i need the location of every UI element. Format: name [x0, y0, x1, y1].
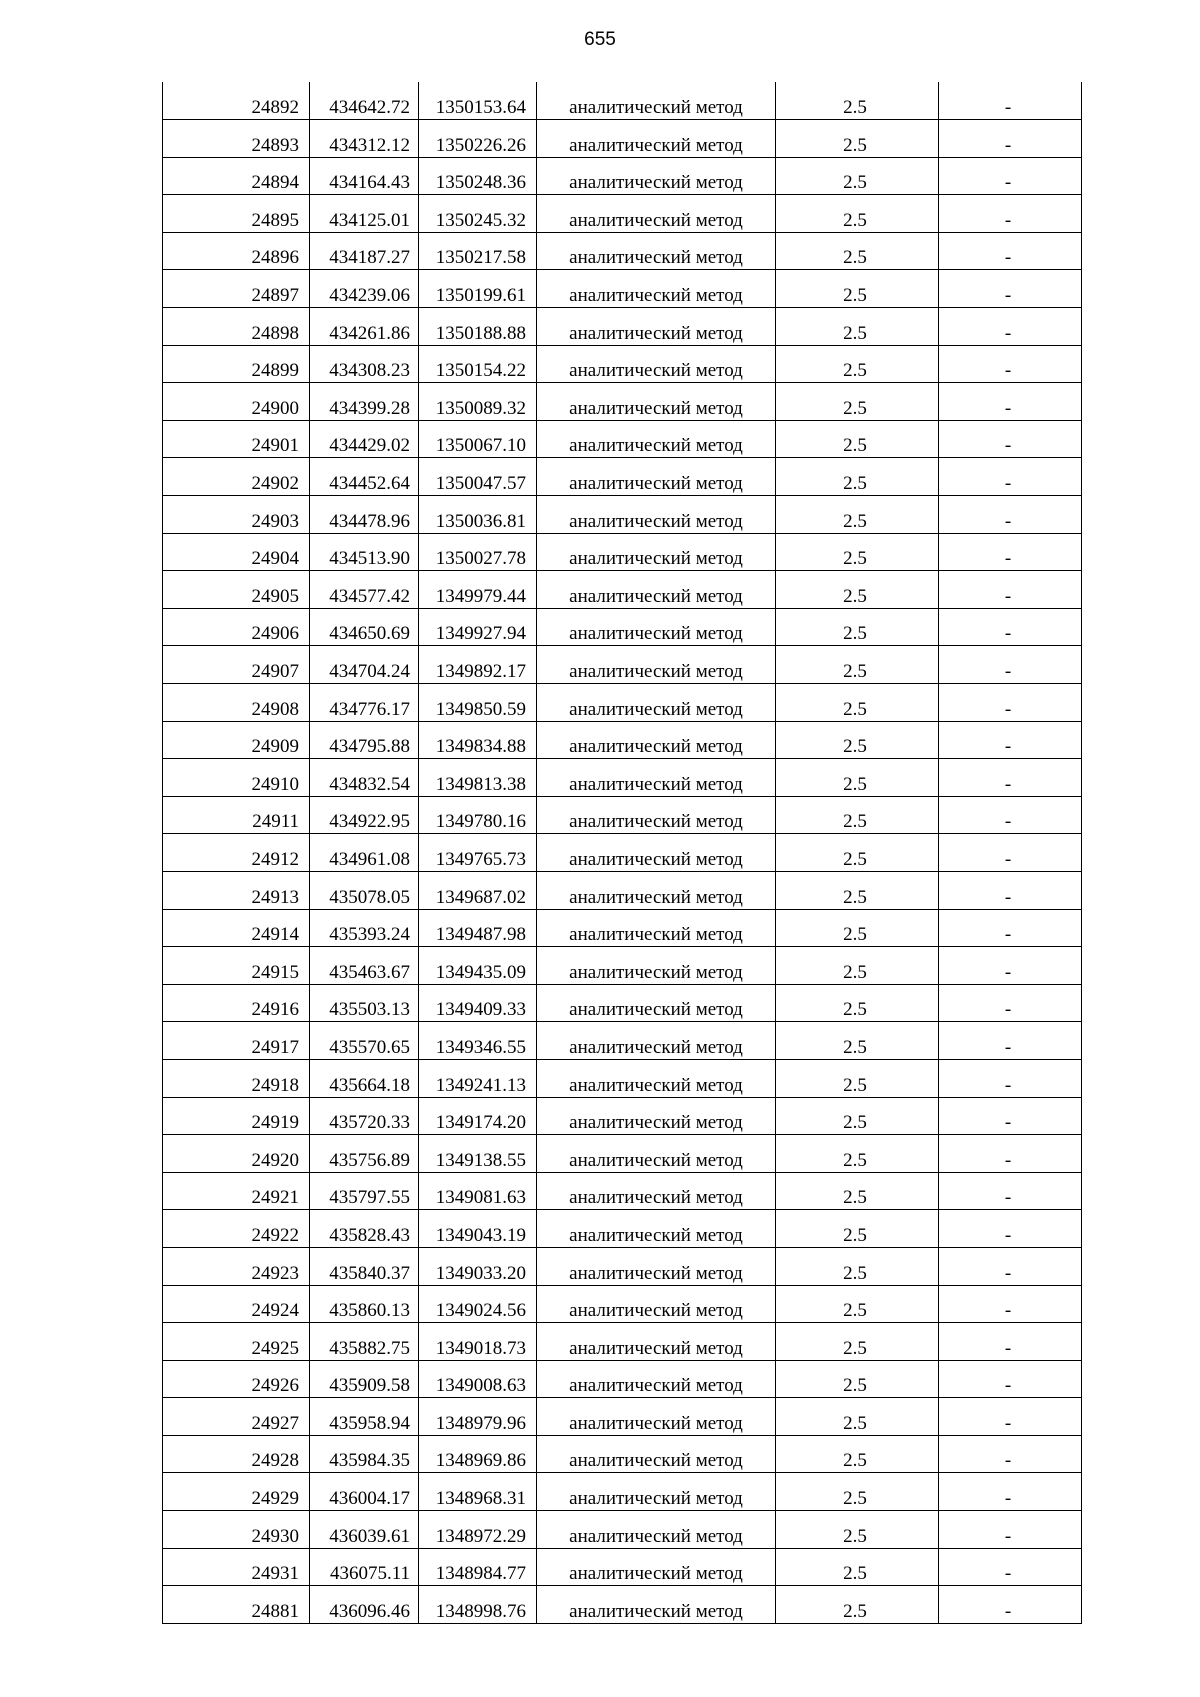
table-row: [163, 1360, 1082, 1398]
point-number-cell: 24907: [163, 646, 310, 684]
method-cell: аналитический метод: [537, 420, 776, 458]
accuracy-cell: 2.5: [776, 1511, 939, 1549]
x-coordinate-cell: 434776.17: [310, 684, 419, 722]
x-coordinate-cell: 434399.28: [310, 383, 419, 421]
method-cell: аналитический метод: [537, 796, 776, 834]
table-row: [163, 759, 1082, 797]
accuracy-cell: 2.5: [776, 120, 939, 158]
accuracy-cell: 2.5: [776, 1548, 939, 1586]
accuracy-cell: 2.5: [776, 796, 939, 834]
method-cell: аналитический метод: [537, 345, 776, 383]
point-number-cell: 24901: [163, 420, 310, 458]
note-cell: -: [939, 1210, 1082, 1248]
y-coordinate-cell: 1349174.20: [419, 1097, 537, 1135]
point-number-cell: 24908: [163, 684, 310, 722]
x-coordinate-cell: 435860.13: [310, 1285, 419, 1323]
note-cell: -: [939, 909, 1082, 947]
note-cell: -: [939, 646, 1082, 684]
note-cell: -: [939, 195, 1082, 233]
x-coordinate-cell: 434187.27: [310, 232, 419, 270]
x-coordinate-cell: 434795.88: [310, 721, 419, 759]
x-coordinate-cell: 436039.61: [310, 1511, 419, 1549]
accuracy-cell: 2.5: [776, 1398, 939, 1436]
method-cell: аналитический метод: [537, 1323, 776, 1361]
x-coordinate-cell: 436096.46: [310, 1586, 419, 1624]
x-coordinate-cell: 435720.33: [310, 1097, 419, 1135]
accuracy-cell: 2.5: [776, 1135, 939, 1173]
x-coordinate-cell: 434922.95: [310, 796, 419, 834]
x-coordinate-cell: 436004.17: [310, 1473, 419, 1511]
x-coordinate-cell: 434513.90: [310, 533, 419, 571]
table-row: [163, 1059, 1082, 1097]
y-coordinate-cell: 1349008.63: [419, 1360, 537, 1398]
note-cell: -: [939, 984, 1082, 1022]
y-coordinate-cell: 1350067.10: [419, 420, 537, 458]
table-row: [163, 796, 1082, 834]
table-row: [163, 909, 1082, 947]
note-cell: -: [939, 1360, 1082, 1398]
method-cell: аналитический метод: [537, 984, 776, 1022]
y-coordinate-cell: 1349081.63: [419, 1172, 537, 1210]
accuracy-cell: 2.5: [776, 308, 939, 346]
note-cell: -: [939, 533, 1082, 571]
y-coordinate-cell: 1349979.44: [419, 571, 537, 609]
point-number-cell: 24900: [163, 383, 310, 421]
x-coordinate-cell: 435503.13: [310, 984, 419, 1022]
accuracy-cell: 2.5: [776, 1097, 939, 1135]
accuracy-cell: 2.5: [776, 1473, 939, 1511]
note-cell: -: [939, 759, 1082, 797]
accuracy-cell: 2.5: [776, 1360, 939, 1398]
method-cell: аналитический метод: [537, 120, 776, 158]
point-number-cell: 24922: [163, 1210, 310, 1248]
y-coordinate-cell: 1350154.22: [419, 345, 537, 383]
method-cell: аналитический метод: [537, 721, 776, 759]
point-number-cell: 24927: [163, 1398, 310, 1436]
x-coordinate-cell: 434312.12: [310, 120, 419, 158]
x-coordinate-cell: 434164.43: [310, 157, 419, 195]
note-cell: -: [939, 1548, 1082, 1586]
method-cell: аналитический метод: [537, 1435, 776, 1473]
point-number-cell: 24892: [163, 82, 310, 120]
note-cell: -: [939, 383, 1082, 421]
note-cell: -: [939, 871, 1082, 909]
note-cell: -: [939, 308, 1082, 346]
point-number-cell: 24921: [163, 1172, 310, 1210]
note-cell: -: [939, 120, 1082, 158]
y-coordinate-cell: 1350199.61: [419, 270, 537, 308]
note-cell: -: [939, 721, 1082, 759]
note-cell: -: [939, 1586, 1082, 1624]
note-cell: -: [939, 1022, 1082, 1060]
method-cell: аналитический метод: [537, 496, 776, 534]
point-number-cell: 24924: [163, 1285, 310, 1323]
table-row: [163, 1586, 1082, 1624]
method-cell: аналитический метод: [537, 1586, 776, 1624]
point-number-cell: 24912: [163, 834, 310, 872]
y-coordinate-cell: 1350036.81: [419, 496, 537, 534]
table-row: [163, 1285, 1082, 1323]
method-cell: аналитический метод: [537, 646, 776, 684]
table-row: [163, 608, 1082, 646]
y-coordinate-cell: 1349409.33: [419, 984, 537, 1022]
y-coordinate-cell: 1350248.36: [419, 157, 537, 195]
y-coordinate-cell: 1348984.77: [419, 1548, 537, 1586]
accuracy-cell: 2.5: [776, 1247, 939, 1285]
x-coordinate-cell: 434125.01: [310, 195, 419, 233]
method-cell: аналитический метод: [537, 1059, 776, 1097]
accuracy-cell: 2.5: [776, 909, 939, 947]
y-coordinate-cell: 1350047.57: [419, 458, 537, 496]
table-row: [163, 82, 1082, 120]
point-number-cell: 24909: [163, 721, 310, 759]
note-cell: -: [939, 1059, 1082, 1097]
y-coordinate-cell: 1350027.78: [419, 533, 537, 571]
y-coordinate-cell: 1349780.16: [419, 796, 537, 834]
point-number-cell: 24906: [163, 608, 310, 646]
table-row: [163, 383, 1082, 421]
x-coordinate-cell: 434961.08: [310, 834, 419, 872]
y-coordinate-cell: 1349241.13: [419, 1059, 537, 1097]
note-cell: -: [939, 157, 1082, 195]
x-coordinate-cell: 435882.75: [310, 1323, 419, 1361]
note-cell: -: [939, 684, 1082, 722]
table-row: [163, 232, 1082, 270]
x-coordinate-cell: 435393.24: [310, 909, 419, 947]
note-cell: -: [939, 1285, 1082, 1323]
y-coordinate-cell: 1350089.32: [419, 383, 537, 421]
accuracy-cell: 2.5: [776, 1210, 939, 1248]
y-coordinate-cell: 1348979.96: [419, 1398, 537, 1436]
table-row: [163, 157, 1082, 195]
x-coordinate-cell: 435756.89: [310, 1135, 419, 1173]
x-coordinate-cell: 435664.18: [310, 1059, 419, 1097]
point-number-cell: 24905: [163, 571, 310, 609]
x-coordinate-cell: 434429.02: [310, 420, 419, 458]
table-row: [163, 420, 1082, 458]
accuracy-cell: 2.5: [776, 721, 939, 759]
point-number-cell: 24918: [163, 1059, 310, 1097]
x-coordinate-cell: 435463.67: [310, 947, 419, 985]
method-cell: аналитический метод: [537, 1097, 776, 1135]
method-cell: аналитический метод: [537, 82, 776, 120]
table-row: [163, 571, 1082, 609]
point-number-cell: 24925: [163, 1323, 310, 1361]
y-coordinate-cell: 1349892.17: [419, 646, 537, 684]
y-coordinate-cell: 1350153.64: [419, 82, 537, 120]
accuracy-cell: 2.5: [776, 1435, 939, 1473]
note-cell: -: [939, 1511, 1082, 1549]
accuracy-cell: 2.5: [776, 458, 939, 496]
point-number-cell: 24910: [163, 759, 310, 797]
accuracy-cell: 2.5: [776, 232, 939, 270]
y-coordinate-cell: 1349138.55: [419, 1135, 537, 1173]
point-number-cell: 24919: [163, 1097, 310, 1135]
method-cell: аналитический метод: [537, 1473, 776, 1511]
y-coordinate-cell: 1349850.59: [419, 684, 537, 722]
table-row: [163, 195, 1082, 233]
y-coordinate-cell: 1349346.55: [419, 1022, 537, 1060]
accuracy-cell: 2.5: [776, 496, 939, 534]
accuracy-cell: 2.5: [776, 947, 939, 985]
point-number-cell: 24926: [163, 1360, 310, 1398]
note-cell: -: [939, 796, 1082, 834]
y-coordinate-cell: 1349018.73: [419, 1323, 537, 1361]
y-coordinate-cell: 1349024.56: [419, 1285, 537, 1323]
note-cell: -: [939, 496, 1082, 534]
y-coordinate-cell: 1349033.20: [419, 1247, 537, 1285]
method-cell: аналитический метод: [537, 1172, 776, 1210]
table-row: [163, 1022, 1082, 1060]
table-row: [163, 1097, 1082, 1135]
method-cell: аналитический метод: [537, 458, 776, 496]
table-row: [163, 834, 1082, 872]
y-coordinate-cell: 1348969.86: [419, 1435, 537, 1473]
point-number-cell: 24913: [163, 871, 310, 909]
table-body: [163, 82, 1082, 1623]
note-cell: -: [939, 1323, 1082, 1361]
note-cell: -: [939, 1473, 1082, 1511]
x-coordinate-cell: 434832.54: [310, 759, 419, 797]
accuracy-cell: 2.5: [776, 1323, 939, 1361]
point-number-cell: 24923: [163, 1247, 310, 1285]
note-cell: -: [939, 834, 1082, 872]
method-cell: аналитический метод: [537, 1210, 776, 1248]
table-row: [163, 120, 1082, 158]
note-cell: -: [939, 1097, 1082, 1135]
y-coordinate-cell: 1349043.19: [419, 1210, 537, 1248]
accuracy-cell: 2.5: [776, 984, 939, 1022]
table-row: [163, 1398, 1082, 1436]
x-coordinate-cell: 435840.37: [310, 1247, 419, 1285]
accuracy-cell: 2.5: [776, 157, 939, 195]
y-coordinate-cell: 1348968.31: [419, 1473, 537, 1511]
x-coordinate-cell: 435984.35: [310, 1435, 419, 1473]
note-cell: -: [939, 82, 1082, 120]
method-cell: аналитический метод: [537, 909, 776, 947]
point-number-cell: 24893: [163, 120, 310, 158]
y-coordinate-cell: 1350188.88: [419, 308, 537, 346]
method-cell: аналитический метод: [537, 383, 776, 421]
method-cell: аналитический метод: [537, 1285, 776, 1323]
coordinates-table-wrapper: [162, 82, 1081, 1624]
table-row: [163, 1323, 1082, 1361]
point-number-cell: 24902: [163, 458, 310, 496]
method-cell: аналитический метод: [537, 1548, 776, 1586]
note-cell: -: [939, 608, 1082, 646]
point-number-cell: 24904: [163, 533, 310, 571]
table-row: [163, 646, 1082, 684]
y-coordinate-cell: 1349487.98: [419, 909, 537, 947]
point-number-cell: 24920: [163, 1135, 310, 1173]
accuracy-cell: 2.5: [776, 1586, 939, 1624]
x-coordinate-cell: 434478.96: [310, 496, 419, 534]
x-coordinate-cell: 435958.94: [310, 1398, 419, 1436]
note-cell: -: [939, 232, 1082, 270]
accuracy-cell: 2.5: [776, 420, 939, 458]
accuracy-cell: 2.5: [776, 646, 939, 684]
method-cell: аналитический метод: [537, 759, 776, 797]
x-coordinate-cell: 434642.72: [310, 82, 419, 120]
y-coordinate-cell: 1348998.76: [419, 1586, 537, 1624]
accuracy-cell: 2.5: [776, 834, 939, 872]
accuracy-cell: 2.5: [776, 1059, 939, 1097]
x-coordinate-cell: 434704.24: [310, 646, 419, 684]
x-coordinate-cell: 436075.11: [310, 1548, 419, 1586]
y-coordinate-cell: 1350217.58: [419, 232, 537, 270]
note-cell: -: [939, 458, 1082, 496]
accuracy-cell: 2.5: [776, 533, 939, 571]
method-cell: аналитический метод: [537, 195, 776, 233]
point-number-cell: 24930: [163, 1511, 310, 1549]
x-coordinate-cell: 435570.65: [310, 1022, 419, 1060]
method-cell: аналитический метод: [537, 232, 776, 270]
page-number: 655: [584, 29, 616, 50]
table-row: [163, 1210, 1082, 1248]
method-cell: аналитический метод: [537, 157, 776, 195]
accuracy-cell: 2.5: [776, 571, 939, 609]
point-number-cell: 24898: [163, 308, 310, 346]
y-coordinate-cell: 1350226.26: [419, 120, 537, 158]
method-cell: аналитический метод: [537, 1398, 776, 1436]
table-row: [163, 1473, 1082, 1511]
y-coordinate-cell: 1349813.38: [419, 759, 537, 797]
table-row: [163, 1135, 1082, 1173]
table-row: [163, 308, 1082, 346]
accuracy-cell: 2.5: [776, 608, 939, 646]
table-row: [163, 1247, 1082, 1285]
note-cell: -: [939, 571, 1082, 609]
method-cell: аналитический метод: [537, 533, 776, 571]
method-cell: аналитический метод: [537, 571, 776, 609]
table-row: [163, 947, 1082, 985]
coordinates-table: [162, 82, 1082, 1624]
table-row: [163, 871, 1082, 909]
note-cell: -: [939, 1135, 1082, 1173]
method-cell: аналитический метод: [537, 608, 776, 646]
x-coordinate-cell: 434650.69: [310, 608, 419, 646]
x-coordinate-cell: 434577.42: [310, 571, 419, 609]
point-number-cell: 24916: [163, 984, 310, 1022]
method-cell: аналитический метод: [537, 1360, 776, 1398]
table-row: [163, 533, 1082, 571]
point-number-cell: 24911: [163, 796, 310, 834]
point-number-cell: 24917: [163, 1022, 310, 1060]
y-coordinate-cell: 1349687.02: [419, 871, 537, 909]
point-number-cell: 24929: [163, 1473, 310, 1511]
method-cell: аналитический метод: [537, 834, 776, 872]
table-row: [163, 345, 1082, 383]
table-row: [163, 1435, 1082, 1473]
table-row: [163, 684, 1082, 722]
accuracy-cell: 2.5: [776, 195, 939, 233]
note-cell: -: [939, 420, 1082, 458]
accuracy-cell: 2.5: [776, 270, 939, 308]
point-number-cell: 24914: [163, 909, 310, 947]
x-coordinate-cell: 434452.64: [310, 458, 419, 496]
x-coordinate-cell: 434308.23: [310, 345, 419, 383]
table-row: [163, 721, 1082, 759]
x-coordinate-cell: 435078.05: [310, 871, 419, 909]
y-coordinate-cell: 1349834.88: [419, 721, 537, 759]
point-number-cell: 24915: [163, 947, 310, 985]
method-cell: аналитический метод: [537, 684, 776, 722]
note-cell: -: [939, 1435, 1082, 1473]
note-cell: -: [939, 1247, 1082, 1285]
accuracy-cell: 2.5: [776, 383, 939, 421]
method-cell: аналитический метод: [537, 308, 776, 346]
accuracy-cell: 2.5: [776, 684, 939, 722]
table-row: [163, 458, 1082, 496]
table-row: [163, 270, 1082, 308]
accuracy-cell: 2.5: [776, 82, 939, 120]
point-number-cell: 24895: [163, 195, 310, 233]
x-coordinate-cell: 435909.58: [310, 1360, 419, 1398]
method-cell: аналитический метод: [537, 1022, 776, 1060]
method-cell: аналитический метод: [537, 947, 776, 985]
accuracy-cell: 2.5: [776, 1285, 939, 1323]
method-cell: аналитический метод: [537, 1511, 776, 1549]
accuracy-cell: 2.5: [776, 1172, 939, 1210]
point-number-cell: 24894: [163, 157, 310, 195]
point-number-cell: 24928: [163, 1435, 310, 1473]
method-cell: аналитический метод: [537, 1135, 776, 1173]
y-coordinate-cell: 1349927.94: [419, 608, 537, 646]
note-cell: -: [939, 1398, 1082, 1436]
table-row: [163, 984, 1082, 1022]
note-cell: -: [939, 947, 1082, 985]
point-number-cell: 24881: [163, 1586, 310, 1624]
point-number-cell: 24897: [163, 270, 310, 308]
note-cell: -: [939, 345, 1082, 383]
point-number-cell: 24899: [163, 345, 310, 383]
table-row: [163, 1511, 1082, 1549]
point-number-cell: 24931: [163, 1548, 310, 1586]
method-cell: аналитический метод: [537, 1247, 776, 1285]
accuracy-cell: 2.5: [776, 871, 939, 909]
method-cell: аналитический метод: [537, 871, 776, 909]
point-number-cell: 24903: [163, 496, 310, 534]
x-coordinate-cell: 435828.43: [310, 1210, 419, 1248]
table-row: [163, 1548, 1082, 1586]
accuracy-cell: 2.5: [776, 1022, 939, 1060]
y-coordinate-cell: 1350245.32: [419, 195, 537, 233]
y-coordinate-cell: 1349765.73: [419, 834, 537, 872]
y-coordinate-cell: 1348972.29: [419, 1511, 537, 1549]
accuracy-cell: 2.5: [776, 345, 939, 383]
table-row: [163, 496, 1082, 534]
accuracy-cell: 2.5: [776, 759, 939, 797]
note-cell: -: [939, 1172, 1082, 1210]
y-coordinate-cell: 1349435.09: [419, 947, 537, 985]
point-number-cell: 24896: [163, 232, 310, 270]
x-coordinate-cell: 434261.86: [310, 308, 419, 346]
x-coordinate-cell: 435797.55: [310, 1172, 419, 1210]
x-coordinate-cell: 434239.06: [310, 270, 419, 308]
note-cell: -: [939, 270, 1082, 308]
table-row: [163, 1172, 1082, 1210]
method-cell: аналитический метод: [537, 270, 776, 308]
